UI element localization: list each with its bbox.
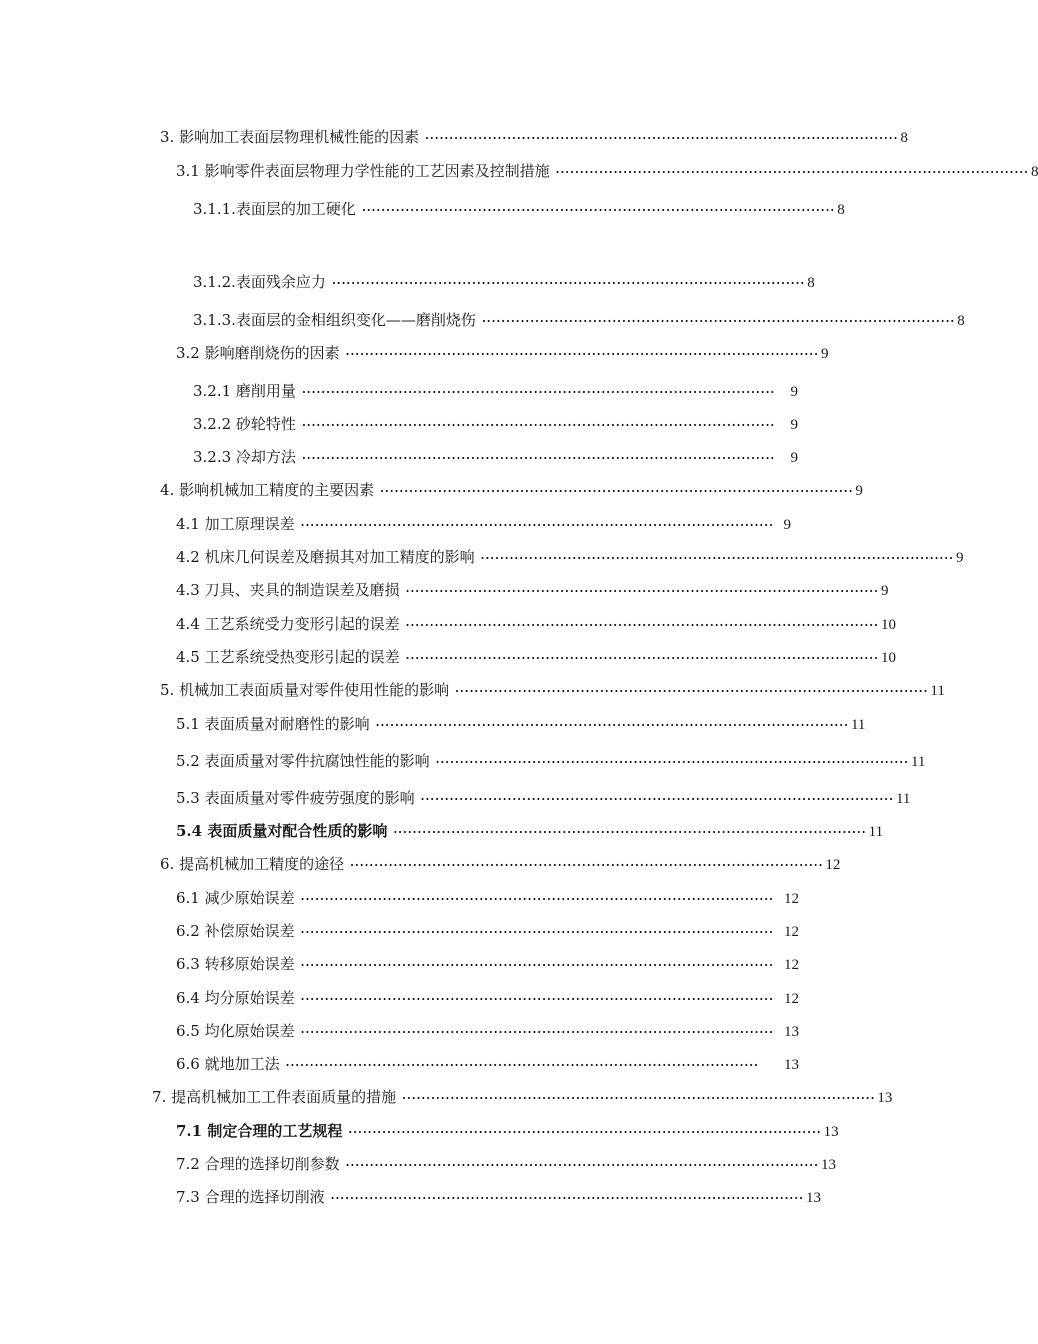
toc-entry[interactable] [176, 821, 884, 843]
toc-dot-leader: ·································································································· [420, 793, 894, 806]
toc-entry[interactable] [176, 161, 1038, 183]
toc-entry-page: 13 [805, 1190, 821, 1206]
toc-entry[interactable] [193, 447, 798, 469]
toc-entry-label: 5.1 表面质量对耐磨性的影响 [176, 715, 370, 733]
toc-dot-leader: ·································································································· [555, 166, 1029, 179]
toc-entry[interactable] [176, 647, 896, 669]
toc-dot-leader: ·································································································· [375, 719, 849, 732]
toc-entry[interactable] [176, 614, 896, 636]
toc-entry-page: 9 [880, 583, 889, 599]
toc-entry-page: 8 [1030, 164, 1038, 180]
toc-entry[interactable] [176, 921, 799, 943]
toc-entry-label: 6. 提高机械加工精度的途径 [160, 855, 345, 873]
toc-dot-leader: ·································································································· [300, 993, 774, 1006]
toc-dot-leader: ·································································································· [300, 893, 774, 906]
toc-dot-leader: ·································································································· [285, 1059, 759, 1072]
toc-dot-leader: ·································································································· [300, 959, 774, 972]
toc-dot-leader: ·································································································· [402, 1092, 876, 1105]
toc-entry-label: 3.2 影响磨削烧伤的因素 [176, 344, 340, 362]
toc-dot-leader: ·································································································· [435, 756, 909, 769]
toc-entry[interactable] [160, 854, 841, 876]
toc-entry-label: 3.2.3 冷却方法 [193, 448, 296, 466]
toc-entry-page: 8 [837, 202, 845, 218]
toc-entry[interactable] [176, 1121, 839, 1143]
toc-dot-leader: ·································································································· [330, 1192, 804, 1205]
toc-entry-page: 8 [957, 313, 965, 329]
toc-dot-leader: ·································································································· [405, 652, 879, 665]
toc-entry-label: 5.3 表面质量对零件疲劳强度的影响 [176, 789, 415, 807]
toc-entry-label: 6.3 转移原始误差 [176, 955, 295, 973]
toc-entry-label: 7.2 合理的选择切削参数 [176, 1155, 340, 1173]
toc-dot-leader: ·································································································· [300, 1026, 774, 1039]
toc-entry[interactable] [160, 480, 863, 502]
toc-entry-page: 12 [784, 991, 799, 1007]
toc-entry-page: 9 [790, 450, 798, 466]
toc-dot-leader: ·································································································· [350, 859, 824, 872]
toc-entry-page: 13 [823, 1124, 839, 1140]
toc-entry-page: 11 [868, 824, 884, 840]
toc-entry-page: 10 [880, 617, 896, 633]
toc-entry[interactable] [176, 580, 889, 602]
toc-entry-page: 12 [784, 891, 799, 907]
toc-dot-leader: ·································································································· [425, 132, 899, 145]
toc-dot-leader: ·································································································· [301, 386, 776, 399]
toc-entry-page: 9 [855, 483, 863, 499]
toc-entry-label: 4.1 加工原理误差 [176, 515, 295, 533]
toc-entry[interactable] [160, 680, 945, 702]
toc-entry[interactable] [176, 1154, 836, 1176]
toc-dot-leader: ·································································································· [301, 452, 776, 465]
toc-entry-page: 10 [880, 650, 896, 666]
toc-dot-leader: ·································································································· [300, 926, 774, 939]
toc-entry[interactable] [176, 888, 799, 910]
toc-entry-label: 3.2.2 砂轮特性 [193, 415, 296, 433]
toc-entry-label: 3. 影响加工表面层物理机械性能的因素 [160, 128, 420, 146]
toc-entry-label: 6.5 均化原始误差 [176, 1022, 295, 1040]
toc-dot-leader: ·································································································· [455, 685, 929, 698]
toc-entry-label: 3.1.3.表面层的金相组织变化——磨削烧伤 [193, 311, 476, 329]
toc-entry-page: 9 [820, 346, 829, 362]
toc-entry[interactable] [176, 343, 829, 365]
toc-dot-leader: ·································································································· [345, 1159, 819, 1172]
toc-entry-label: 7. 提高机械加工工件表面质量的措施 [152, 1088, 397, 1106]
toc-entry-label: 7.3 合理的选择切削液 [176, 1188, 325, 1206]
toc-entry-label: 4.4 工艺系统受力变形引起的误差 [176, 615, 400, 633]
toc-entry-page: 12 [784, 957, 799, 973]
toc-entry-label: 5.2 表面质量对零件抗腐蚀性能的影响 [176, 752, 430, 770]
toc-entry-page: 8 [807, 275, 815, 291]
toc-entry-label: 4. 影响机械加工精度的主要因素 [160, 481, 375, 499]
toc-entry-page: 8 [900, 130, 908, 146]
toc-dot-leader: ·································································································· [301, 419, 776, 432]
toc-entry[interactable] [152, 1087, 893, 1109]
toc-entry-label: 3.1.1.表面层的加工硬化 [193, 200, 356, 218]
toc-entry-label: 6.6 就地加工法 [176, 1055, 280, 1073]
toc-entry-page: 12 [784, 924, 799, 940]
toc-entry-page: 9 [955, 550, 964, 566]
toc-entry-label: 6.1 减少原始误差 [176, 889, 295, 907]
toc-entry-page: 9 [783, 517, 791, 533]
toc-dot-leader: ·································································································· [380, 485, 854, 498]
toc-entry-label: 7.1 制定合理的工艺规程 [176, 1122, 343, 1140]
toc-entry-page: 12 [825, 857, 841, 873]
toc-entry[interactable] [176, 751, 926, 773]
toc-entry-label: 5.4 表面质量对配合性质的影响 [176, 822, 388, 840]
toc-entry[interactable] [176, 547, 964, 569]
toc-dot-leader: ·································································································· [480, 552, 954, 565]
toc-entry-page: 9 [790, 417, 798, 433]
toc-entry-page: 11 [895, 791, 911, 807]
toc-entry-page: 9 [790, 384, 798, 400]
toc-entry[interactable] [176, 514, 791, 536]
toc-entry-label: 4.5 工艺系统受热变形引起的误差 [176, 648, 400, 666]
toc-dot-leader: ·································································································· [300, 519, 774, 532]
toc-entry[interactable] [176, 1021, 799, 1043]
toc-entry[interactable] [193, 414, 798, 436]
toc-dot-leader: ·································································································· [361, 204, 836, 217]
toc-entry-label: 5. 机械加工表面质量对零件使用性能的影响 [160, 681, 450, 699]
toc-entry[interactable] [176, 988, 799, 1010]
toc-dot-leader: ·································································································· [405, 619, 879, 632]
toc-entry-page: 11 [850, 717, 866, 733]
toc-entry-page: 13 [877, 1090, 893, 1106]
toc-entry[interactable] [176, 788, 911, 810]
toc-entry[interactable] [193, 310, 965, 332]
toc-entry-page: 11 [930, 683, 945, 699]
toc-dot-leader: ·································································································· [348, 1126, 822, 1139]
toc-entry[interactable] [176, 954, 799, 976]
toc-dot-leader: ·································································································· [481, 315, 956, 328]
toc-entry-label: 3.1 影响零件表面层物理力学性能的工艺因素及控制措施 [176, 162, 550, 180]
toc-entry-page: 11 [910, 754, 926, 770]
toc-dot-leader: ·································································································· [345, 348, 819, 361]
toc-entry[interactable] [176, 714, 866, 736]
toc-entry[interactable] [193, 272, 815, 294]
toc-dot-leader: ·································································································· [393, 826, 867, 839]
toc-entry-label: 4.2 机床几何误差及磨损其对加工精度的影响 [176, 548, 475, 566]
toc-entry-label: 6.4 均分原始误差 [176, 989, 295, 1007]
toc-entry-label: 4.3 刀具、夹具的制造误差及磨损 [176, 581, 400, 599]
toc-entry[interactable] [193, 199, 845, 221]
toc-entry-page: 13 [784, 1024, 799, 1040]
toc-entry[interactable] [176, 1054, 799, 1076]
toc-entry-label: 3.2.1 磨削用量 [193, 382, 296, 400]
toc-dot-leader: ·································································································· [405, 585, 879, 598]
toc-entry[interactable] [160, 127, 908, 149]
toc-entry[interactable] [176, 1187, 821, 1209]
toc-entry-page: 13 [784, 1057, 799, 1073]
toc-dot-leader: ·································································································· [331, 277, 806, 290]
toc-entry-page: 13 [820, 1157, 836, 1173]
toc-entry-label: 6.2 补偿原始误差 [176, 922, 295, 940]
toc-entry[interactable] [193, 381, 798, 403]
toc-entry-label: 3.1.2.表面残余应力 [193, 273, 326, 291]
